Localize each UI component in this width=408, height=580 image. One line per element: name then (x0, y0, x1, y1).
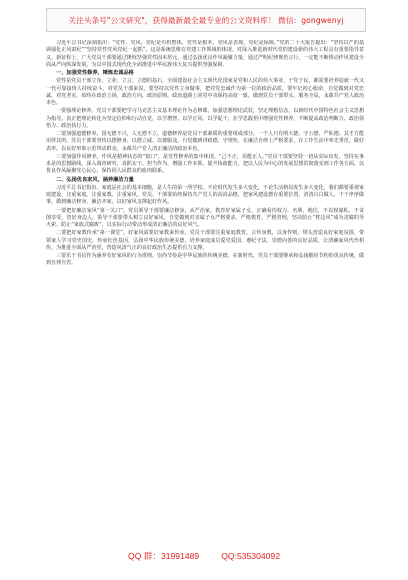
promo-banner (46, 8, 366, 32)
paragraph: 三要乐于书信作为涵养有好家风的行为准则。崇尚节俭是中华民族的传统美德，在新时代，党员干部要继承和弘扬勤俭节约的优良传统，做到自律自省。 (46, 253, 364, 267)
section-heading: 二、弘扬优良家风，涵养廉洁力量 (56, 176, 134, 183)
qq-group-text: QQ 群：31991489 (128, 551, 200, 561)
section-heading: 一、加强党性修养，锤炼忠诚品格 (56, 70, 134, 76)
document-body (46, 40, 364, 540)
paragraph: 三要加强作风修养。作风是精神状态的“窗口”，是党性修养的集中体现。“己不正，焉能正人。”党员干部要坚持一切从实际出发，坚持实事求是的思想路线，深入调查研究，真抓实干、担当作为，增强工作本领，提升执政能力，把以人民为中心的发展思想贯彻落实到工作各方面，以优良作风凝聚党心民心，保持同人民群众的血肉联系。 (46, 153, 364, 175)
promo-banner-text: 关注头条号"公文研究"，获得最新最全最专业的公文资料库！ 微信：gongwenyj (68, 15, 344, 25)
paragraph: 一要强理论修养。党员干部要把学习马克思主义基本理论作为必修课，加强思想理论武装，坚定理想信念，以新时代中国特色社会主义思想为指导。真正把理论转化为坚定信仰和行动自觉，以学增智、以学正风、以学促干，在学思践悟中增强党性修养，不断提高政治判断力、政治领悟力、政治执行力。 (46, 108, 364, 129)
paragraph: 党性是党员干部立身、立业、立言、立德的基石，全面建设社会主义现代化国家是党和人民的伟大事业，于党于民，都需要培养造就一代又一代可靠接班人持续奋斗。对党员干部来说，要坚持以党性立身做事，把对党忠诚作为第一位的政治品质，要牢记初心使命，自觉做到对党忠诚、对党老实，始终在政治立场、政治方向、政治原则、政治道路上同党中央保持高度一致，做到党员干部带头、服务全局，永葆共产党人政治本色。 (46, 78, 364, 106)
paragraph: 二要把好家教传承“第一课堂”。好家风需要好家教来传承。党员干部要注重家庭教育，言传身教，以身作则，带头营造良好家庭氛围，带领家人学习党史国史，传承红色基因，弘扬中华民族传统美德，培养家庭成员爱党爱国、遵纪守法、崇德向善的良好品质，让清廉家风代代相传，为推进全面从严治党、营造风清气正的良好政治生态提供有力支撑。 (46, 230, 364, 251)
paragraph: 一要把好廉洁家风“第一关口”。党员领导干部要廉洁修身，从严治家，教育好家属子女，正确看待权力、名利、地位，不以权谋私，不贪图享受，管好身边人。领导干部要带头树立良好家风，自觉做到对亲属子女严格要求，严格教育，严格管理，坚决防止“枕边风”成为贪腐的导火索，防止“家族式腐败”，以实际行动带动形成清正廉洁的良好风气。 (46, 207, 364, 228)
paragraph: 习近平总书记指出，家庭是社会的基本细胞，是人生的第一所学校。不论时代发生多大变化，不论生活格局发生多大变化，我们都要重视家庭建设，注重家庭、注重家教、注重家风。党员、干部要始终保持共产党人的高尚品格，把家风建设摆在重要位置，清清白白做人、干干净净做事，做到廉洁修身、廉洁齐家，以好家风支撑起好作风。 (46, 184, 364, 206)
contact-footer (0, 548, 408, 564)
qq-number-text: QQ:535304092 (221, 551, 280, 561)
paragraph: 二要加强道德修养。国无德不兴，人无德不立。道德修养是党员干部素质的重要组成部分。一个人只有明大德、守公德、严私德，其才方能用得其所。党员干部要坚持以德修身、以德立威、以德服众，自觉做到讲政德、守规矩，在廉洁自律上严格要求，在工作生活中率先垂范，做好表率，以良好形象示范带动群众，永葆共产党人清正廉洁的政治本色。 (46, 131, 364, 152)
paragraph: 习近平总书记深刻指出：“党性、党风、党纪是有机整体，党性是根本，党风是表现，党纪是保障。”党的二十大报告提出：“坚持以严的基调强化正风肃纪”“坚持党性党风党纪一起抓”。这是系统思维在党建工作领域的体现。对深入推进新时代党的建设新的伟大工程具有重要指导意义。新征程上，广大党员干部要通过锤炼坚强党性固本培元，通过弘扬优良作风凝聚力量，通过严明纪律规范言行，一定能不断推动作风建设全面从严向纵深发展，为以中国式现代化全面推进中华民族伟大复兴提供坚强保障。 (46, 40, 364, 68)
